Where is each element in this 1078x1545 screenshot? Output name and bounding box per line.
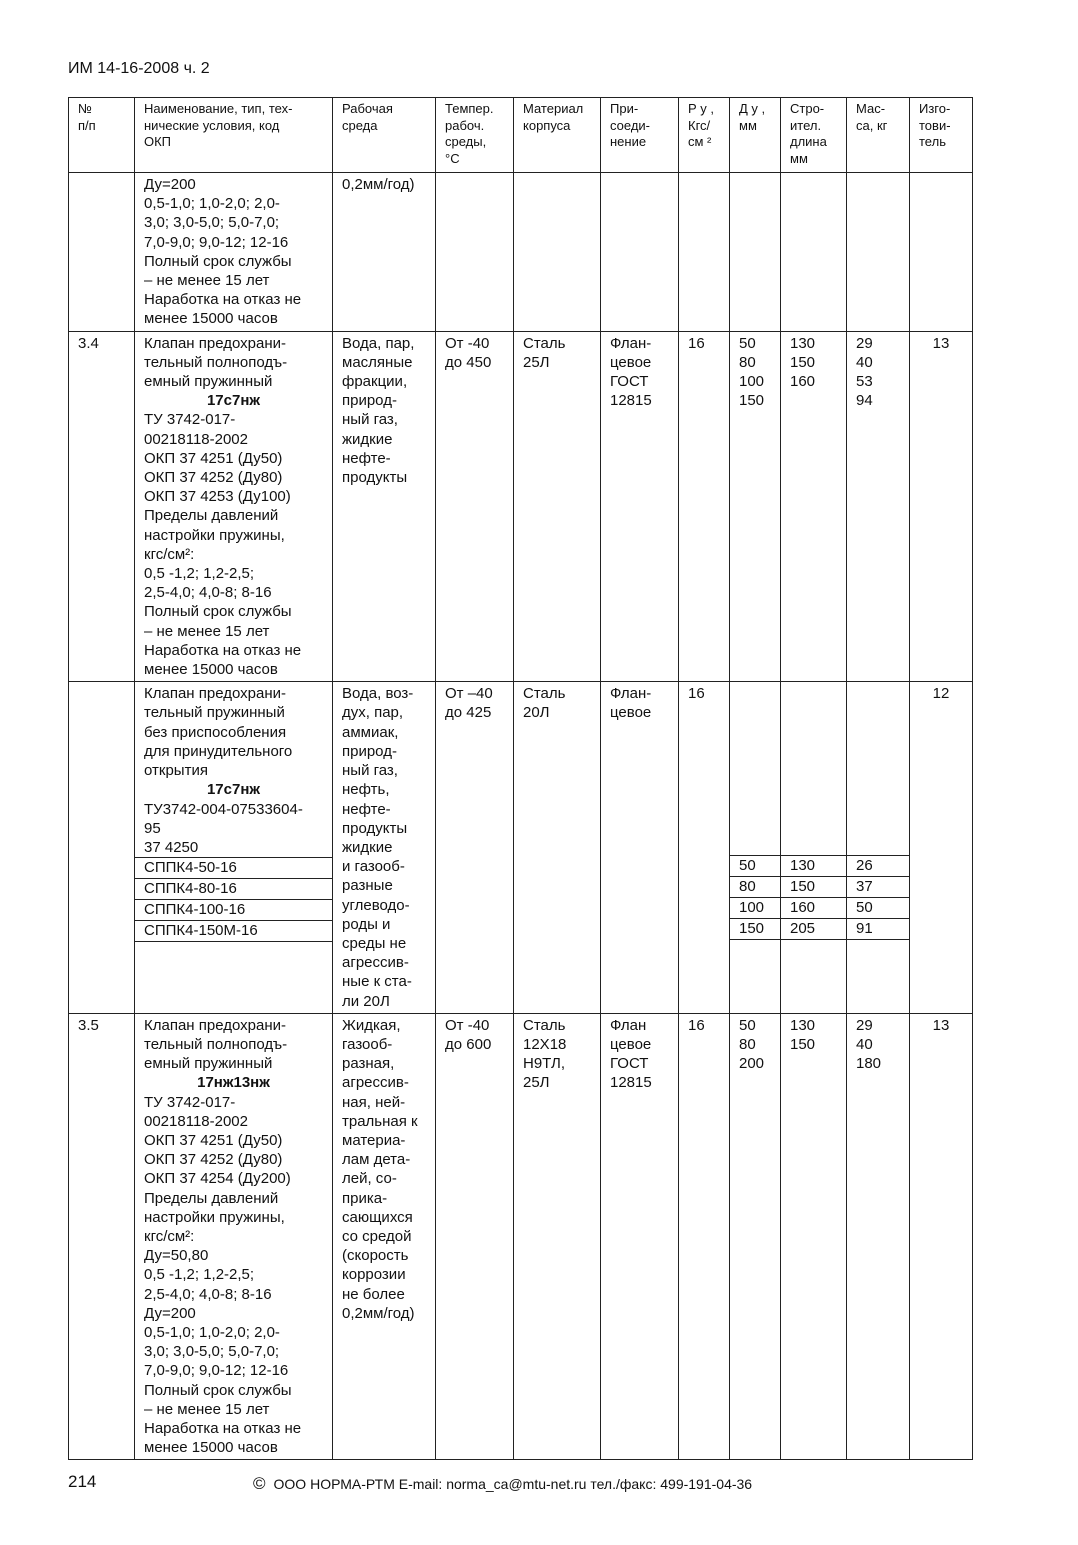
col-name-header-line: ОКП	[144, 134, 172, 149]
cell-dn	[730, 1013, 781, 1460]
cell-medium-line: жидкие	[342, 430, 393, 448]
cell-mass-sub-value: 37	[847, 876, 909, 897]
cell-connection-line: 12815	[610, 392, 652, 410]
col-dn-header-line: мм	[739, 117, 757, 133]
cell-connection	[601, 1013, 679, 1460]
col-temperature-header	[436, 98, 514, 173]
cell-length	[781, 173, 847, 332]
cell-length	[781, 1013, 847, 1460]
cell-mass	[847, 1013, 910, 1460]
cell-name-line: Пределы давлений	[144, 1189, 279, 1207]
cell-dn-line: 50	[739, 334, 756, 352]
cell-mass-line: 40	[856, 1035, 873, 1053]
cell-maker	[910, 682, 973, 1013]
col-mass-header-line: Мас-	[856, 101, 886, 116]
cell-medium-line: нефте-	[342, 449, 391, 467]
col-pressure-header-line: Кгс/	[688, 117, 711, 133]
cell-name-line: без приспособления	[144, 723, 287, 741]
cell-medium-line: фракции,	[342, 373, 408, 391]
cell-material-line: Сталь	[523, 685, 566, 703]
cell-name-line: 3,0; 3,0-5,0; 5,0-7,0;	[144, 214, 280, 232]
copyright-line	[253, 1474, 752, 1494]
cell-name-line: 7,0-9,0; 9,0-12; 12-16	[144, 233, 289, 251]
cell-material	[514, 173, 601, 332]
cell-name-line: 0,5-1,0; 1,0-2,0; 2,0-	[144, 1323, 280, 1341]
cell-medium-line: аммиак,	[342, 723, 399, 741]
cell-medium-line: лам дета-	[342, 1151, 411, 1169]
col-number-header-line: №	[78, 101, 92, 116]
col-medium-header-line: среда	[342, 117, 378, 133]
cell-medium-line: нефть,	[342, 781, 390, 799]
cell-name-line: Полный срок службы	[144, 603, 292, 621]
cell-name-line: Наработка на отказ не	[144, 641, 302, 659]
cell-number	[69, 1013, 135, 1460]
cell-dn-sub-value: 50	[730, 855, 780, 876]
col-maker-header	[910, 98, 973, 173]
cell-name-line: ОКП 37 4251 (Ду50)	[144, 449, 283, 467]
col-medium-header-line: Рабочая	[342, 101, 393, 116]
cell-length-sub-value: 160	[781, 897, 846, 918]
cell-medium-line: прика-	[342, 1189, 388, 1207]
cell-pressure	[679, 682, 730, 1013]
cell-name-line: менее 15000 часов	[144, 661, 278, 679]
cell-dn-line: 80	[739, 353, 756, 371]
cell-mass-line: 40	[856, 353, 873, 371]
cell-name-line: 7,0-9,0; 9,0-12; 12-16	[144, 1362, 289, 1380]
cell-temperature-line: до 425	[445, 704, 492, 722]
sub-item: СППК4-50-16	[135, 857, 332, 878]
cell-material-line: 20Л	[523, 704, 550, 722]
cell-medium-line: агрессив-	[342, 1074, 409, 1092]
col-temperature-header-line: рабоч.	[445, 117, 485, 133]
cell-medium-line: коррозии	[342, 1266, 406, 1284]
col-name-header-line: Наименование, тип, тех-	[144, 101, 293, 116]
col-length-header-line: длина	[790, 134, 827, 149]
cell-maker	[910, 331, 973, 682]
cell-material	[514, 331, 601, 682]
col-mass-header-line: са, кг	[856, 117, 888, 133]
cell-name-line: емный пружинный	[144, 1055, 273, 1073]
cell-name-line: Ду=200	[144, 176, 196, 193]
cell-name-line: емный пружинный	[144, 373, 273, 391]
cell-medium-line: ный газ,	[342, 411, 398, 429]
cell-mass-line: 53	[856, 373, 873, 391]
cell-name-line: для принудительного	[144, 742, 293, 760]
cell-name-line: ОКП 37 4253 (Ду100)	[144, 488, 291, 506]
col-temperature-header-line: °С	[445, 150, 460, 166]
col-temperature-header-line: среды,	[445, 134, 487, 149]
cell-medium	[333, 331, 436, 682]
col-material-header	[514, 98, 601, 173]
cell-medium-line: и газооб-	[342, 858, 405, 876]
cell-pressure-line: 16	[688, 685, 705, 703]
cell-name-line: 0,5-1,0; 1,0-2,0; 2,0-	[144, 195, 280, 213]
col-temperature-header-line: Темпер.	[445, 101, 494, 116]
cell-connection-line: Флан	[610, 1016, 647, 1034]
col-name-header	[135, 98, 333, 173]
cell-medium-line: материа-	[342, 1131, 406, 1149]
cell-medium	[333, 1013, 436, 1460]
cell-name-line: 95	[144, 819, 161, 837]
cell-maker	[910, 173, 973, 332]
sub-item: СППК4-100-16	[135, 899, 332, 920]
cell-medium-line: тральная к	[342, 1112, 418, 1130]
cell-length-sub-value: 150	[781, 876, 846, 897]
cell-medium-line: ная, ней-	[342, 1093, 406, 1111]
cell-dn-line: 100	[739, 373, 765, 391]
cell-mass-sub-value: 50	[847, 897, 909, 918]
cell-connection-line: Флан-	[610, 685, 652, 703]
cell-name-line: ОКП 37 4251 (Ду50)	[144, 1131, 283, 1149]
cell-name-line: кгс/см²:	[144, 545, 195, 563]
copyright-icon: ©	[253, 1474, 266, 1493]
cell-medium-line: нефте-	[342, 800, 391, 818]
cell-name-line: Полный срок службы	[144, 252, 292, 270]
cell-material-line: 25Л	[523, 1074, 550, 1092]
cell-name-line: 00218118-2002	[144, 430, 248, 448]
cell-name-line: ТУ3742-004-07533604-	[144, 800, 303, 818]
cell-maker	[910, 1013, 973, 1460]
cell-connection-line: цевое	[610, 353, 652, 371]
cell-name-line: Клапан предохрани-	[144, 334, 286, 352]
cell-name-line: ОКП 37 4252 (Ду80)	[144, 1151, 283, 1169]
cell-name-line: 2,5-4,0; 4,0-8; 8-16	[144, 584, 272, 602]
cell-name-line: – не менее 15 лет	[144, 1400, 270, 1418]
cell-temperature-line: до 450	[445, 353, 492, 371]
cell-length-sub-value: 205	[781, 918, 846, 940]
cell-number	[69, 682, 135, 1013]
table-row	[69, 331, 973, 682]
table-row	[69, 682, 973, 1013]
page-number: 214	[68, 1472, 97, 1491]
cell-medium-line: масляные	[342, 353, 413, 371]
cell-name-line: Полный срок службы	[144, 1381, 292, 1399]
cell-pressure-line: 16	[688, 1016, 705, 1034]
cell-name-line: менее 15000 часов	[144, 1439, 278, 1457]
col-material-header-line: корпуса	[523, 117, 571, 133]
cell-mass-line: 94	[856, 392, 873, 410]
cell-name-line: ОКП 37 4252 (Ду80)	[144, 469, 283, 487]
cell-medium-line: дух, пар,	[342, 704, 404, 722]
col-connection-header-line: При-	[610, 101, 639, 116]
cell-dn-sub-value: 100	[730, 897, 780, 918]
cell-number-line: 3.4	[78, 334, 99, 352]
cell-medium-line: продукты	[342, 469, 408, 487]
col-length-header-line: Стро-	[790, 101, 825, 116]
cell-medium-line: ные к ста-	[342, 973, 412, 991]
cell-dn-sub-value: 150	[730, 918, 780, 940]
cell-medium-line: газооб-	[342, 1035, 393, 1053]
copyright-text: ООО НОРМА-РТМ E-mail: norma_ca@mtu-net.ru тел./факс: 499-191-04-36	[273, 1476, 753, 1492]
cell-dn	[730, 173, 781, 332]
cell-name-line: настройки пружины,	[144, 526, 285, 544]
cell-name-line: открытия	[144, 762, 208, 780]
cell-number-line: 3.5	[78, 1016, 99, 1034]
cell-connection-line: цевое	[610, 1035, 652, 1053]
cell-name-line: Наработка на отказ не	[144, 1420, 302, 1437]
cell-length-line: 150	[790, 1035, 816, 1053]
cell-name-line: ОКП 37 4254 (Ду200)	[144, 1170, 291, 1188]
cell-mass-sub-value: 91	[847, 918, 909, 940]
cell-material-line: 12Х18	[523, 1035, 567, 1053]
cell-medium-line: сающихся	[342, 1208, 413, 1226]
cell-name-line: тельный полноподъ-	[144, 353, 288, 371]
cell-medium-line: роды и	[342, 915, 391, 933]
table-row	[69, 1013, 973, 1460]
cell-medium-line: разная,	[342, 1055, 395, 1073]
cell-number	[69, 173, 135, 332]
cell-pressure-line: 16	[688, 334, 705, 352]
cell-medium-line: продукты	[342, 819, 408, 837]
cell-name-line: Ду=50,80	[144, 1247, 209, 1265]
col-connection-header	[601, 98, 679, 173]
cell-medium-line: жидкие	[342, 838, 393, 856]
cell-medium	[333, 682, 436, 1013]
cell-dn-line: 50	[739, 1016, 756, 1034]
cell-temperature-line: От –40	[445, 685, 493, 703]
cell-material	[514, 682, 601, 1013]
cell-name-line: 37 4250	[144, 838, 199, 856]
cell-name-line: Наработка на отказ не	[144, 291, 302, 309]
col-medium-header	[333, 98, 436, 173]
cell-connection	[601, 331, 679, 682]
cell-length-line: 160	[790, 373, 816, 391]
cell-temperature	[436, 682, 514, 1013]
cell-length-sub-value: 130	[781, 855, 846, 876]
cell-pressure	[679, 1013, 730, 1460]
cell-temperature-line: От -40	[445, 334, 490, 352]
table-row	[69, 173, 973, 332]
cell-name-line: Ду=200	[144, 1304, 196, 1322]
cell-number	[69, 331, 135, 682]
cell-mass-sub-value: 26	[847, 855, 909, 876]
cell-name-line: 3,0; 3,0-5,0; 5,0-7,0;	[144, 1343, 280, 1361]
cell-medium-line: углеводо-	[342, 896, 410, 914]
col-dn-header	[730, 98, 781, 173]
cell-name-line: Клапан предохрани-	[144, 1016, 286, 1034]
cell-name-line: тельный пружинный	[144, 704, 285, 722]
cell-medium-line: ный газ,	[342, 762, 398, 780]
cell-maker-line: 13	[932, 334, 950, 352]
cell-name-line: ТУ 3742-017-	[144, 411, 236, 429]
cell-medium-line: Вода, воз-	[342, 685, 414, 703]
cell-material-line: 25Л	[523, 353, 550, 371]
col-connection-header-line: нение	[610, 134, 647, 149]
cell-pressure	[679, 331, 730, 682]
cell-medium-line: Жидкая,	[342, 1016, 401, 1034]
cell-maker-line: 12	[932, 685, 950, 703]
cell-name-line: 17с7нж	[206, 392, 261, 410]
cell-name-line: ТУ 3742-017-	[144, 1093, 236, 1111]
col-pressure-header-line: см ²	[688, 134, 712, 149]
cell-name-line: 00218118-2002	[144, 1112, 248, 1130]
cell-medium-line: ли 20Л	[342, 992, 390, 1010]
cell-name-line: – не менее 15 лет	[144, 272, 270, 290]
table-header-row	[69, 98, 973, 173]
cell-name	[135, 682, 333, 1013]
cell-dn-sub-value: 80	[730, 876, 780, 897]
col-name-header-line: нические условия, код	[144, 117, 280, 133]
cell-mass-line: 29	[856, 1016, 873, 1034]
cell-medium-line: (скорость	[342, 1247, 409, 1265]
cell-length-line: 130	[790, 334, 816, 352]
valve-spec-table	[68, 97, 973, 1460]
cell-medium-line: лей, со-	[342, 1170, 397, 1188]
cell-length-line: 130	[790, 1016, 816, 1034]
cell-length	[781, 682, 847, 1013]
cell-name-line: 17нж13нж	[197, 1074, 270, 1092]
cell-material-line: Н9ТЛ,	[523, 1055, 566, 1073]
cell-material-line: Сталь	[523, 1016, 566, 1034]
cell-name-line: менее 15000 часов	[144, 310, 278, 328]
col-maker-header-line: Изго-	[919, 101, 951, 116]
cell-temperature	[436, 173, 514, 332]
cell-name-line: настройки пружины,	[144, 1208, 285, 1226]
cell-mass-line: 180	[856, 1055, 882, 1073]
cell-medium-line: 0,2мм/год)	[342, 1304, 415, 1322]
col-number-header	[69, 98, 135, 173]
cell-connection-line: цевое	[610, 704, 652, 722]
cell-mass	[847, 173, 910, 332]
col-connection-header-line: соеди-	[610, 117, 650, 133]
cell-connection	[601, 682, 679, 1013]
cell-name	[135, 331, 333, 682]
cell-mass	[847, 331, 910, 682]
cell-medium	[333, 173, 436, 332]
cell-maker-line: 13	[932, 1016, 950, 1034]
cell-medium-line: агрессив-	[342, 954, 409, 972]
cell-temperature	[436, 331, 514, 682]
cell-dn-line: 80	[739, 1035, 756, 1053]
cell-name-line: 0,5 -1,2; 1,2-2,5;	[144, 565, 255, 583]
cell-medium-line: не более	[342, 1285, 405, 1303]
cell-temperature-line: От -40	[445, 1016, 490, 1034]
cell-medium-line: 0,2мм/год)	[342, 176, 415, 193]
col-length-header-line: ител.	[790, 117, 822, 133]
col-pressure-header-line: Р у ,	[688, 101, 715, 116]
col-length-header-line: мм	[790, 150, 808, 166]
document-code: ИМ 14-16-2008 ч. 2	[68, 60, 210, 77]
col-dn-header-line: Д у ,	[739, 101, 766, 116]
cell-medium-line: природ-	[342, 392, 397, 410]
cell-name-line: Клапан предохрани-	[144, 685, 286, 703]
cell-dn	[730, 682, 781, 1013]
cell-medium-line: среды не	[342, 934, 407, 952]
cell-length	[781, 331, 847, 682]
cell-material-line: Сталь	[523, 334, 566, 352]
cell-connection-line: Флан-	[610, 334, 652, 352]
cell-length-line: 150	[790, 353, 816, 371]
cell-connection-line: 12815	[610, 1074, 652, 1092]
cell-name	[135, 173, 333, 332]
cell-name-line: – не менее 15 лет	[144, 622, 270, 640]
cell-connection-line: ГОСТ	[610, 373, 649, 391]
cell-connection	[601, 173, 679, 332]
col-mass-header	[847, 98, 910, 173]
col-number-header-line: п/п	[78, 117, 96, 133]
cell-temperature	[436, 1013, 514, 1460]
col-maker-header-line: тель	[919, 134, 946, 149]
col-length-header	[781, 98, 847, 173]
col-pressure-header	[679, 98, 730, 173]
cell-name-line: 2,5-4,0; 4,0-8; 8-16	[144, 1285, 272, 1303]
cell-name	[135, 1013, 333, 1460]
cell-name-line: тельный полноподъ-	[144, 1035, 288, 1053]
col-maker-header-line: тови-	[919, 117, 951, 133]
cell-medium-line: со средой	[342, 1227, 412, 1245]
cell-dn-line: 200	[739, 1055, 765, 1073]
sub-item: СППК4-150М-16	[135, 920, 332, 942]
cell-medium-line: Вода, пар,	[342, 334, 415, 352]
sub-item: СППК4-80-16	[135, 878, 332, 899]
col-material-header-line: Материал	[523, 101, 584, 116]
cell-temperature-line: до 600	[445, 1035, 492, 1053]
cell-mass	[847, 682, 910, 1013]
cell-connection-line: ГОСТ	[610, 1055, 649, 1073]
cell-medium-line: природ-	[342, 742, 397, 760]
cell-name-line: Пределы давлений	[144, 507, 279, 525]
cell-pressure	[679, 173, 730, 332]
cell-mass-line: 29	[856, 334, 873, 352]
cell-medium-line: разные	[342, 877, 393, 895]
cell-material	[514, 1013, 601, 1460]
cell-dn-line: 150	[739, 392, 765, 410]
cell-name-line: кгс/см²:	[144, 1227, 195, 1245]
cell-name-line: 0,5 -1,2; 1,2-2,5;	[144, 1266, 255, 1284]
cell-name-line: 17с7нж	[206, 781, 261, 799]
cell-dn	[730, 331, 781, 682]
